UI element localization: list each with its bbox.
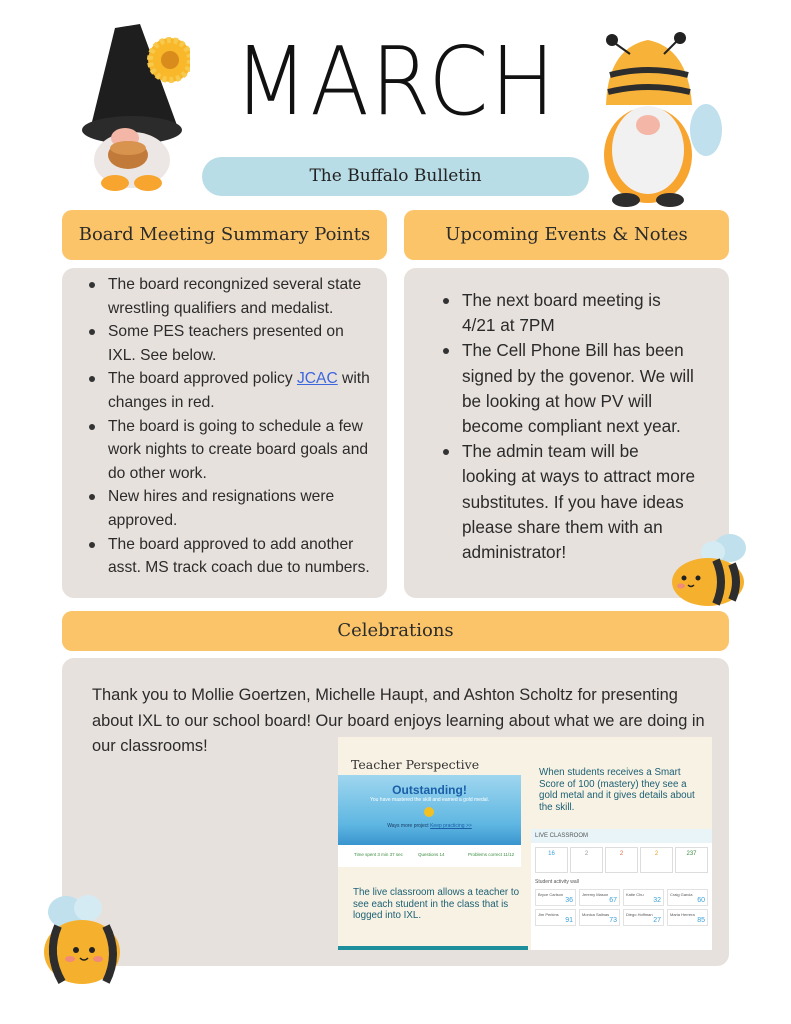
stat-card: 2 <box>605 847 638 873</box>
stat-card: 2 <box>640 847 673 873</box>
list-item: Some PES teachers presented on IXL. See below. <box>88 320 373 367</box>
outstanding-panel <box>338 775 521 845</box>
student-tile: Jeremy Mason 67 <box>579 889 620 906</box>
problems-correct-stat: Problems correct 11/12 <box>468 852 515 857</box>
list-item: The Cell Phone Bill has been signed by the govenor. We will be looking at how PV will become compliant next year. <box>442 338 697 439</box>
upcoming-list <box>442 288 697 565</box>
smart-score-note: When students receives a Smart Score of 100 (mastery) they see a gold metal and it gives details about the skill. <box>539 767 695 813</box>
outstanding-heading: Outstanding! <box>392 783 467 797</box>
board-meeting-list <box>88 273 373 580</box>
upcoming-heading: Upcoming Events & Notes <box>445 224 688 245</box>
student-tile: Maria Herrera 85 <box>667 909 708 926</box>
live-classroom-header: LIVE CLASSROOM <box>531 829 712 843</box>
questions-stat: Questions 14 <box>418 852 445 857</box>
page-title: MARCH <box>233 27 558 137</box>
upcoming-header <box>404 210 729 260</box>
list-item: The board approved policy JCAC with changes in red. <box>88 367 373 414</box>
celebrations-header <box>62 611 729 651</box>
keep-practicing-link[interactable]: Keep practicing >> <box>430 823 472 829</box>
list-item: The admin team will be looking at ways to attract more substitutes. If you have ideas please share them with an administrator! <box>442 439 697 565</box>
live-stat-cards <box>531 845 712 875</box>
celebrations-heading: Celebrations <box>337 620 454 641</box>
student-tile: Craig Garcia 60 <box>667 889 708 906</box>
live-classroom-panel <box>531 829 712 950</box>
activity-wall-grid <box>535 889 709 947</box>
skill-stats <box>338 845 521 867</box>
live-classroom-note: The live classroom allows a teacher to see each student in the class that is logged into IXL. <box>353 887 520 922</box>
bee-bottom-left-icon <box>36 892 126 988</box>
teal-divider <box>338 946 528 950</box>
ixl-screenshot <box>338 737 712 950</box>
list-item: The board is going to schedule a few work nights to create board goals and do other work. <box>88 415 373 486</box>
list-item: The next board meeting is 4/21 at 7PM <box>442 288 697 338</box>
stat-card: 237 <box>675 847 708 873</box>
student-tile: Monica Salinas 73 <box>579 909 620 926</box>
student-tile: Bryce Carlson 36 <box>535 889 576 906</box>
stat-card: 16 <box>535 847 568 873</box>
board-meeting-panel <box>62 268 387 598</box>
student-tile: Katie Chu 32 <box>623 889 664 906</box>
more-practice-text: Ways more project Keep practicing >> <box>387 823 472 829</box>
newsletter-subtitle: The Buffalo Bulletin <box>202 157 589 196</box>
teacher-perspective-title: Teacher Perspective <box>351 757 480 772</box>
gold-medal-icon <box>424 807 434 817</box>
board-meeting-header <box>62 210 387 260</box>
board-meeting-heading: Board Meeting Summary Points <box>78 224 371 245</box>
student-tile: Diego Hoffman 27 <box>623 909 664 926</box>
jcac-policy-link[interactable]: JCAC <box>296 370 338 388</box>
list-item: New hires and resignations were approved. <box>88 485 373 532</box>
bee-right-icon <box>668 532 753 612</box>
celebrations-text: Thank you to Mollie Goertzen, Michelle Haupt, and Ashton Scholtz for presenting about IXL to our school board! Our board enjoys learning about what we are doing in our classrooms! <box>92 686 705 755</box>
activity-wall-title: Student activity wall <box>535 879 579 885</box>
list-item: The board approved to add another asst. MS track coach due to numbers. <box>88 533 373 580</box>
mastered-text: You have mastered the skill and earned a gold medal. <box>369 797 490 803</box>
stat-card: 2 <box>570 847 603 873</box>
list-item: The board recongnized several state wrestling qualifiers and medalist. <box>88 273 373 320</box>
time-spent-stat: Time spent 3 min 37 sec <box>354 852 403 857</box>
student-tile: Jim Perkins 91 <box>535 909 576 926</box>
